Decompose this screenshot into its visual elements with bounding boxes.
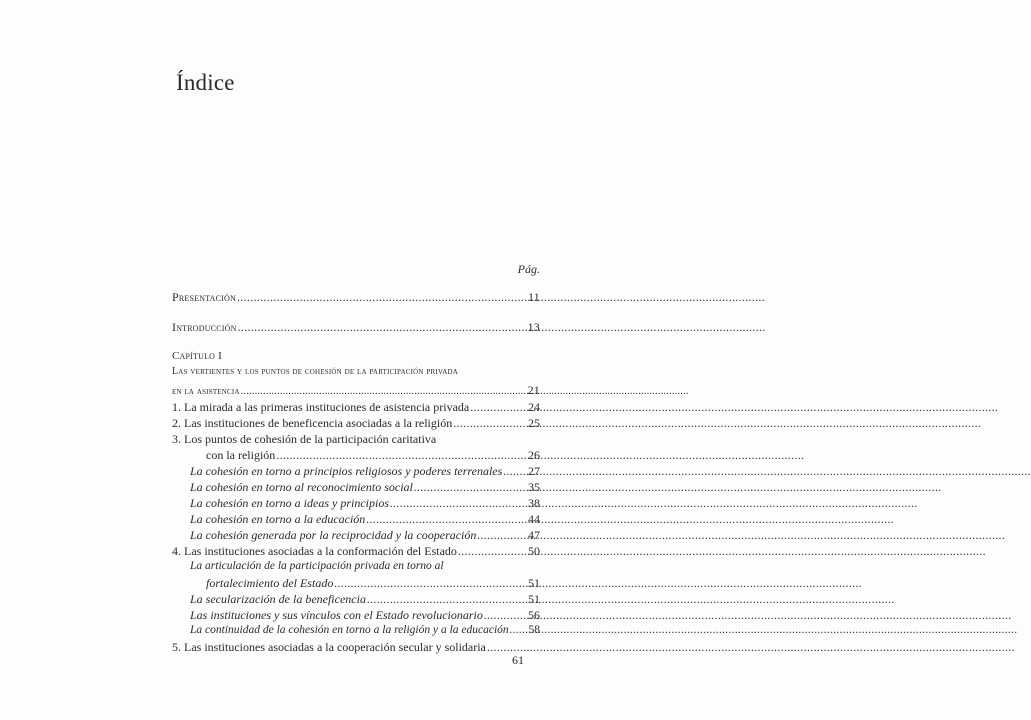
leader-dots [237, 290, 527, 305]
toc-entry-s5-page: 61 [512, 653, 524, 667]
entry-title: La cohesión en torno a principios religiosos y poderes terrenales [190, 464, 503, 478]
toc-entry-s4d [190, 624, 540, 636]
toc-entry-s5 [172, 640, 540, 655]
leader-dots [510, 624, 528, 636]
entry-page: 58 [528, 624, 540, 636]
entry-title: Presentación [172, 290, 236, 304]
entry-title: La continuidad de la cohesión en torno a la religión y a la educación [190, 624, 509, 636]
leader-dots [276, 448, 527, 463]
entry-page: 13 [527, 320, 540, 334]
leader-dots [503, 464, 527, 479]
page-column-label: Pág. [517, 262, 540, 276]
toc-entry-s3e [190, 528, 540, 543]
toc-entry-s4a [206, 576, 540, 591]
entry-title: La cohesión en torno a la educación [190, 512, 366, 526]
leader-dots [334, 576, 527, 591]
entry-page: 50 [528, 544, 540, 558]
entry-page: 56 [528, 608, 540, 622]
entry-title: con la religión [206, 448, 276, 462]
toc-entry-s3b [190, 480, 540, 495]
toc-entry-s4c [190, 608, 540, 623]
entry-page: 26 [528, 448, 540, 462]
toc-entry-s1 [172, 400, 540, 415]
leader-dots [458, 544, 527, 559]
toc-entry-s3d [190, 512, 540, 527]
entry-title: Las instituciones y sus vínculos con el Estado revolucionario [190, 608, 483, 622]
page-title: Índice [176, 70, 235, 95]
entry-title: La cohesión generada por la reciprocidad y la cooperación [190, 528, 477, 542]
toc-entry-chapter-title [172, 383, 540, 398]
entry-page: 38 [528, 496, 540, 510]
toc-entry-s4 [172, 544, 540, 559]
toc-entry-s4b [190, 592, 540, 607]
chapter-title-line1: Las vertientes y los puntos de cohesión de la participación privada [172, 366, 458, 377]
toc-entry-s2 [172, 416, 540, 431]
entry-title: fortalecimiento del Estado [206, 576, 334, 590]
leader-dots [366, 512, 527, 527]
entry-title: La secularización de la beneficencia [190, 592, 366, 606]
toc-entry-s3-line1: 3. Los puntos de cohesión de la participación caritativa [172, 432, 437, 446]
toc-entry-s3a [190, 464, 540, 479]
entry-page: 51 [528, 576, 540, 590]
toc-entry-introduccion [172, 320, 540, 335]
entry-page: 27 [528, 464, 540, 478]
leader-dots [453, 416, 527, 431]
leader-dots [367, 592, 527, 607]
entry-title: 4. Las instituciones asociadas a la conformación del Estado [172, 544, 457, 558]
entry-page: 24 [528, 400, 540, 414]
entry-page: 21 [527, 383, 540, 397]
leader-dots [390, 496, 527, 511]
entry-page: 25 [528, 416, 540, 430]
entry-title: 5. Las instituciones asociadas a la cooperación secular y solidaria [172, 640, 486, 654]
toc-entry-s4a-line1: La articulación de la participación privada en torno al [190, 560, 444, 572]
toc-entry-presentacion [172, 290, 540, 305]
entry-page: 44 [528, 512, 540, 526]
chapter-label: Capítulo I [172, 350, 222, 362]
entry-title: La cohesión en torno a ideas y principios [190, 496, 389, 510]
entry-page: 11 [528, 290, 540, 304]
leader-dots [477, 528, 527, 543]
toc-entry-s3 [206, 448, 540, 463]
leader-dots [470, 400, 527, 415]
entry-page: 35 [528, 480, 540, 494]
leader-dots [238, 320, 527, 335]
entry-page: 51 [528, 592, 540, 606]
entry-title: en la asistencia [172, 386, 240, 397]
entry-page: 47 [528, 528, 540, 542]
entry-title: Introducción [172, 320, 237, 334]
leader-dots [484, 608, 527, 623]
entry-title: 1. La mirada a las primeras instituciones de asistencia privada [172, 400, 470, 414]
leader-dots [241, 386, 527, 397]
toc-entry-s3c [190, 496, 540, 511]
entry-title: 2. Las instituciones de beneficencia asociadas a la religión [172, 416, 453, 430]
entry-title: La cohesión en torno al reconocimiento social [190, 480, 413, 494]
leader-dots [414, 480, 527, 495]
